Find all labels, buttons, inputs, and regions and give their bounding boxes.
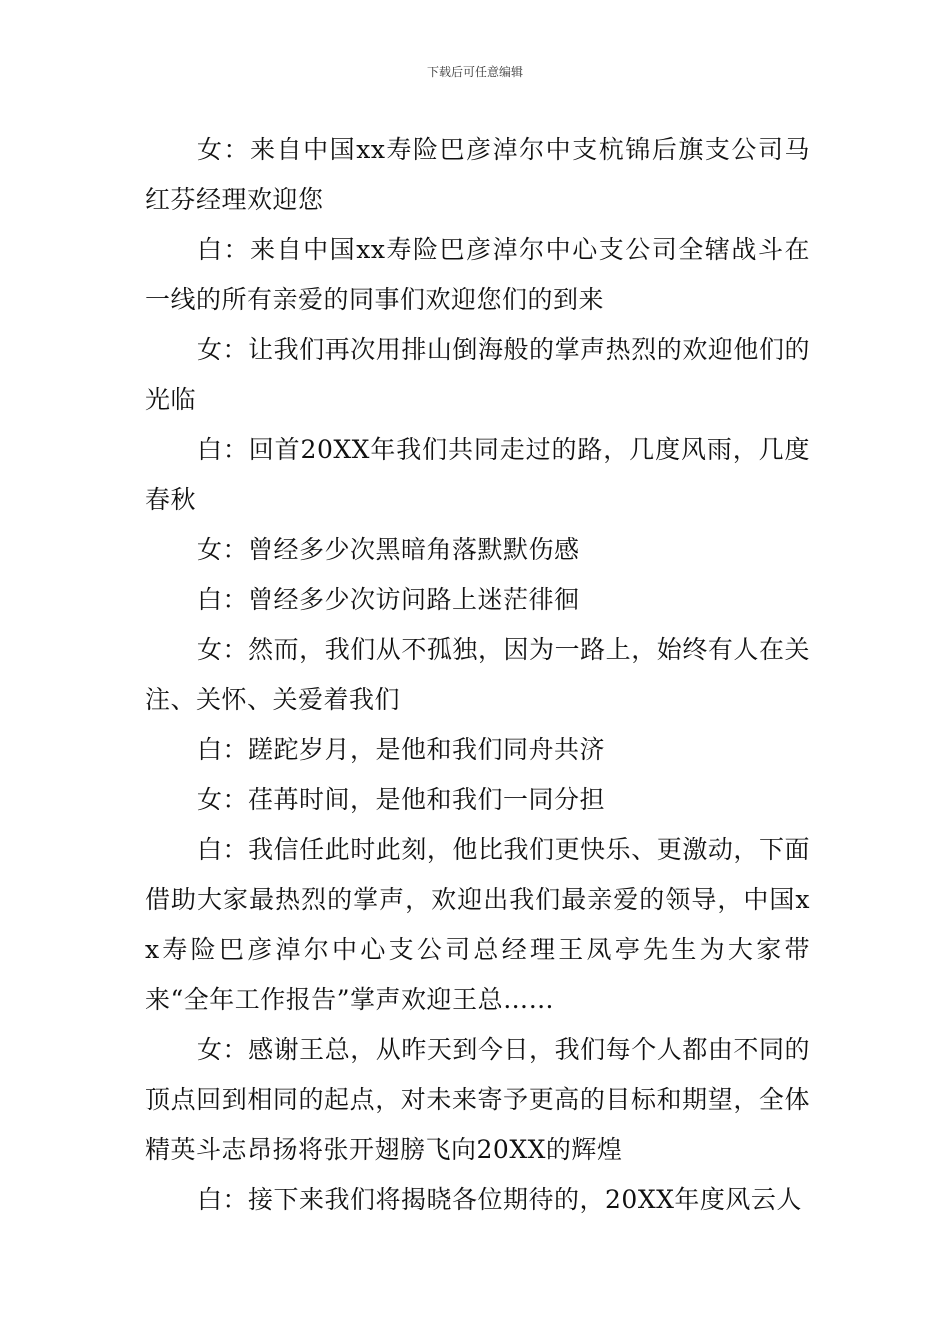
paragraph-2: 白：来自中国xx寿险巴彦淖尔中心支公司全辖战斗在一线的所有亲爱的同事们欢迎您们的到来 — [145, 235, 810, 314]
paragraph-1: 女：来自中国xx寿险巴彦淖尔中支杭锦后旗支公司马红芬经理欢迎您 — [145, 135, 810, 214]
page-header: 下载后可任意编辑 — [426, 65, 523, 79]
paragraph-10: 白：我信任此时此刻，他比我们更快乐、更激动，下面借助大家最热烈的掌声，欢迎出我们最亲爱的领导，中国xx寿险巴彦淖尔中心支公司总经理王凤亭先生为大家带来“全年工作报告”掌声欢迎王总…… — [145, 835, 810, 1014]
paragraph-11: 女：感谢王总，从昨天到今日，我们每个人都由不同的顶点回到相同的起点，对未来寄予更高的目标和期望，全体精英斗志昂扬将张开翅膀飞向20XX的辉煌 — [145, 1035, 810, 1164]
document-body — [145, 125, 810, 1225]
paragraph-5: 女：曾经多少次黑暗角落默默伤感 — [197, 535, 580, 564]
paragraph-9: 女：荏苒时间，是他和我们一同分担 — [197, 785, 606, 814]
paragraph-7: 女：然而，我们从不孤独，因为一路上，始终有人在关注、关怀、关爱着我们 — [145, 635, 810, 714]
paragraph-4: 白：回首20XX年我们共同走过的路，几度风雨，几度春秋 — [145, 435, 810, 514]
paragraph-6: 白：曾经多少次访问路上迷茫徘徊 — [197, 585, 580, 614]
paragraph-8: 白：蹉跎岁月，是他和我们同舟共济 — [197, 735, 606, 764]
paragraph-3: 女：让我们再次用排山倒海般的掌声热烈的欢迎他们的光临 — [145, 335, 810, 414]
paragraph-12: 白：接下来我们将揭晓各位期待的，20XX年度风云人 — [197, 1185, 802, 1214]
